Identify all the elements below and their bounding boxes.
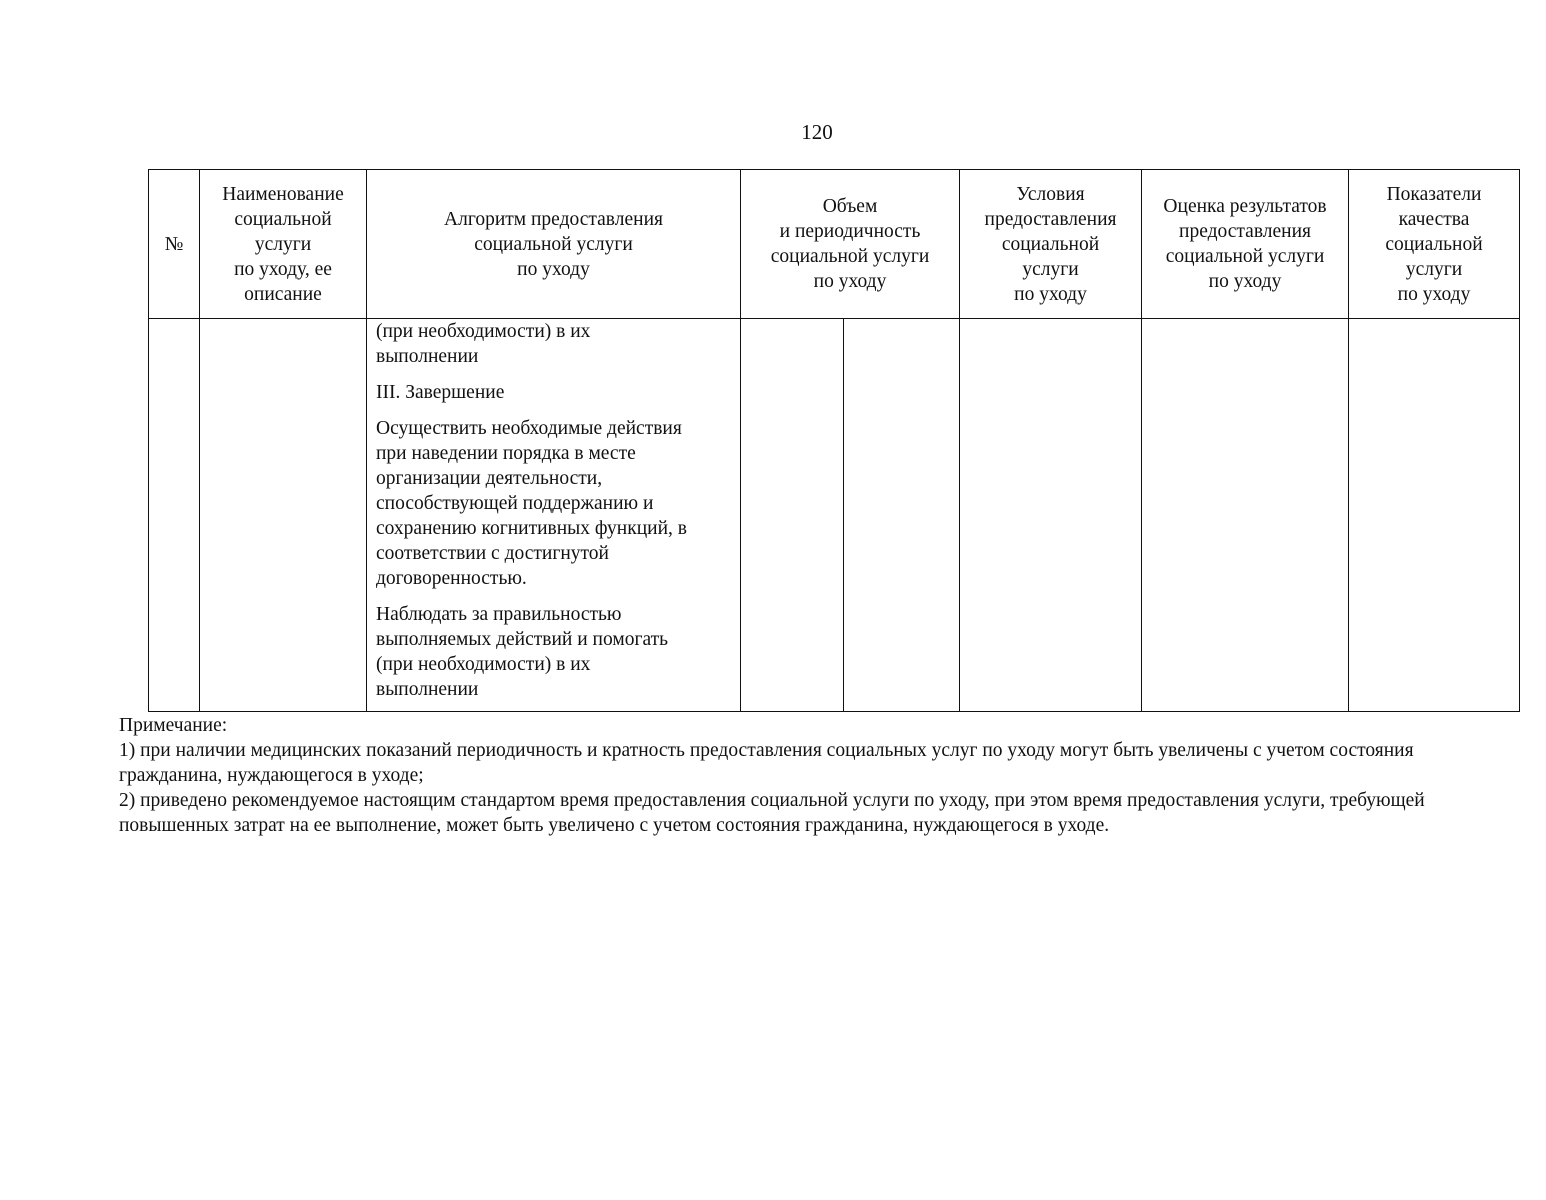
cell-algorithm — [367, 319, 741, 712]
page-number: 120 — [801, 120, 833, 144]
header-quality-indicators: Показатели качества социальной услуги по уходу — [1349, 170, 1520, 319]
note-item: 1) при наличии медицинских показаний периодичность и кратность предоставления социальных услуг по уходу могут быть увеличены с учетом состояния гражданина, нуждающегося в уходе; — [119, 740, 1414, 786]
algorithm-section-heading: III. Завершение — [376, 382, 505, 403]
cell-number — [149, 319, 200, 712]
notes-title: Примечание: — [119, 715, 228, 736]
cell-service-name — [200, 319, 367, 712]
cell-volume — [741, 319, 844, 712]
note-item: 2) приведено рекомендуемое настоящим стандартом время предоставления социальной услуги по уходу, при этом время предоставления услуги, требующей повышенных затрат на ее выполнение, может быть увеличено с учетом состояния гражданина, нуждающегося в уходе. — [119, 790, 1425, 836]
header-volume-periodicity: Объем и периодичность социальной услуги по уходу — [741, 170, 960, 319]
algorithm-paragraph: Наблюдать за правильностью выполняемых действий и помогать (при необходимости) в их выполнении — [376, 604, 669, 700]
notes-section — [119, 713, 1449, 838]
header-algorithm: Алгоритм предоставления социальной услуги по уходу — [367, 170, 741, 319]
table-header-row — [149, 170, 1520, 319]
cell-periodicity — [844, 319, 960, 712]
algorithm-paragraph: (при необходимости) в их выполнении — [376, 321, 591, 367]
header-evaluation: Оценка результатов предоставления социальной услуги по уходу — [1142, 170, 1349, 319]
cell-quality-indicators — [1349, 319, 1520, 712]
cell-evaluation — [1142, 319, 1349, 712]
cell-conditions — [960, 319, 1142, 712]
header-service-name: Наименование социальной услуги по уходу, ее описание — [200, 170, 367, 319]
header-conditions: Условия предоставления социальной услуги по уходу — [960, 170, 1142, 319]
header-number: № — [149, 170, 200, 319]
algorithm-paragraph: Осуществить необходимые действия при наведении порядка в месте организации деятельности, способствующей поддержанию и сохранению когнитивных функций, в соответствии с достигнутой договоренностью. — [376, 418, 687, 589]
table-row — [149, 319, 1520, 712]
care-standard-table — [148, 169, 1520, 712]
